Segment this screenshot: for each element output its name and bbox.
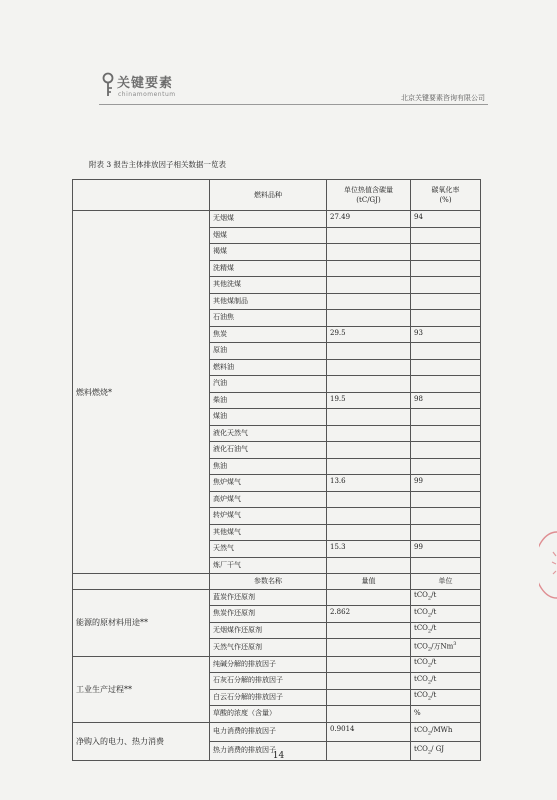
carbon-content-cell xyxy=(327,227,411,244)
unit-main: tCO xyxy=(414,642,428,651)
header-divider xyxy=(99,104,488,105)
table-row xyxy=(73,656,481,673)
unit-cell xyxy=(411,606,481,623)
unit-cell xyxy=(411,639,481,657)
fuel-name-cell: 炼厂干气 xyxy=(210,557,327,574)
fuel-name-cell: 其他煤制品 xyxy=(210,293,327,310)
table-row xyxy=(73,722,481,741)
unit-subscript: 2 xyxy=(427,646,432,653)
unit-rest: /t xyxy=(431,658,437,667)
fuel-name-cell: 无烟煤 xyxy=(210,211,327,228)
unit-cell xyxy=(411,589,481,606)
unit-rest: /t xyxy=(431,674,437,683)
unit-subscript: 2 xyxy=(427,729,432,736)
carbon-content-cell xyxy=(327,508,411,525)
param-name-cell: 草酸的浓度（含量） xyxy=(210,706,327,723)
fuel-name-cell: 焦炉煤气 xyxy=(210,475,327,492)
oxidation-rate-cell: 94 xyxy=(411,211,481,228)
param-value-cell xyxy=(327,656,411,673)
unit-subscript: 2 xyxy=(427,695,432,702)
unit-rest: /t xyxy=(431,624,437,633)
logo-brand-text: 关键要素 xyxy=(117,76,174,91)
carbon-content-cell xyxy=(327,343,411,360)
carbon-content-cell xyxy=(327,277,411,294)
header-carbon-line1: 单位热值含碳量 xyxy=(344,186,393,194)
carbon-content-cell: 19.5 xyxy=(327,392,411,409)
fuel-name-cell: 燃料油 xyxy=(210,359,327,376)
param-name-cell: 无烟煤作还原剂 xyxy=(210,622,327,639)
param-value-cell xyxy=(327,639,411,657)
fuel-name-cell: 褐煤 xyxy=(210,244,327,261)
param-value-cell: 0.9014 xyxy=(327,722,411,741)
fuel-name-cell: 转炉煤气 xyxy=(210,508,327,525)
unit-rest: /t xyxy=(431,691,437,700)
param-value-cell xyxy=(327,622,411,639)
oxidation-rate-cell xyxy=(411,442,481,459)
fuel-name-cell: 原油 xyxy=(210,343,327,360)
fuel-name-cell: 柴油 xyxy=(210,392,327,409)
purchased-energy-label: 净购入的电力、热力消费 xyxy=(73,722,210,760)
company-name: 北京关键要素咨询有限公司 xyxy=(401,94,485,102)
param-name-cell: 焦炭作还原剂 xyxy=(210,606,327,623)
param-header-empty-cell xyxy=(73,574,210,590)
carbon-content-cell xyxy=(327,244,411,261)
oxidation-rate-cell xyxy=(411,524,481,541)
oxidation-rate-cell xyxy=(411,244,481,261)
fuel-name-cell: 煤油 xyxy=(210,409,327,426)
fuel-name-cell: 洗精煤 xyxy=(210,260,327,277)
red-seal-stamp-edge xyxy=(539,530,557,600)
fuel-name-cell: 高炉煤气 xyxy=(210,491,327,508)
unit-main: tCO xyxy=(414,658,428,667)
carbon-content-cell xyxy=(327,557,411,574)
unit-rest: /t xyxy=(431,607,437,616)
table-row xyxy=(73,211,481,228)
oxidation-rate-cell xyxy=(411,376,481,393)
header-oxidation-line1: 碳氧化率 xyxy=(431,186,460,194)
fuel-name-cell: 石油焦 xyxy=(210,310,327,327)
table-header-row xyxy=(73,180,481,211)
header-oxidation-line2: (%) xyxy=(439,196,452,204)
param-header-row xyxy=(73,574,481,590)
fuel-name-cell: 天然气 xyxy=(210,541,327,558)
oxidation-rate-cell xyxy=(411,508,481,525)
unit-main: tCO xyxy=(414,691,428,700)
fuel-name-cell: 焦炭 xyxy=(210,326,327,343)
oxidation-rate-cell: 99 xyxy=(411,541,481,558)
param-value-cell xyxy=(327,673,411,690)
carbon-content-cell xyxy=(327,260,411,277)
unit-cell xyxy=(411,673,481,690)
header-carbon-content xyxy=(327,180,411,211)
key-logo-icon xyxy=(101,72,115,98)
oxidation-rate-cell xyxy=(411,557,481,574)
unit-main: tCO xyxy=(414,725,428,734)
param-name-cell: 电力消费的排放因子 xyxy=(210,722,327,741)
oxidation-rate-cell xyxy=(411,227,481,244)
unit-cell xyxy=(411,622,481,639)
param-value-cell xyxy=(327,589,411,606)
param-value-cell: 2.862 xyxy=(327,606,411,623)
carbon-content-cell xyxy=(327,376,411,393)
header-carbon-line2: (tC/GJ) xyxy=(356,196,381,204)
header-empty-cell xyxy=(73,180,210,211)
table-row xyxy=(73,589,481,606)
raw-material-label: 能源的原材料用途** xyxy=(73,589,210,656)
unit-main: tCO xyxy=(414,624,428,633)
fuel-name-cell: 汽油 xyxy=(210,376,327,393)
unit-main: tCO xyxy=(414,744,428,753)
carbon-content-cell: 13.6 xyxy=(327,475,411,492)
carbon-content-cell xyxy=(327,491,411,508)
oxidation-rate-cell xyxy=(411,310,481,327)
unit-subscript: 2 xyxy=(427,611,432,618)
param-header-unit: 单位 xyxy=(411,574,481,590)
industrial-process-label: 工业生产过程** xyxy=(73,656,210,722)
unit-rest: / GJ xyxy=(431,744,445,753)
fuel-combustion-label: 燃料燃烧* xyxy=(73,211,210,574)
oxidation-rate-cell: 99 xyxy=(411,475,481,492)
param-header-value: 量值 xyxy=(327,574,411,590)
fuel-name-cell: 烟煤 xyxy=(210,227,327,244)
oxidation-rate-cell xyxy=(411,491,481,508)
carbon-content-cell xyxy=(327,359,411,376)
oxidation-rate-cell xyxy=(411,359,481,376)
param-value-cell xyxy=(327,689,411,706)
param-header-name: 参数名称 xyxy=(210,574,327,590)
param-name-cell: 热力消费的排放因子 xyxy=(210,741,327,760)
unit-main: % xyxy=(414,709,421,718)
unit-superscript: 3 xyxy=(453,641,457,647)
carbon-content-cell: 27.49 xyxy=(327,211,411,228)
logo-sub-text: chinamomentum xyxy=(118,91,176,98)
header-fuel-type xyxy=(210,180,327,211)
carbon-content-cell xyxy=(327,293,411,310)
carbon-content-cell: 29.5 xyxy=(327,326,411,343)
param-name-cell: 白云石分解的排放因子 xyxy=(210,689,327,706)
table-caption: 附表 3 报告主体排放因子相关数据一览表 xyxy=(89,160,227,169)
param-name-cell: 天然气作还原剂 xyxy=(210,639,327,657)
unit-rest: /万Nm xyxy=(431,642,454,651)
param-name-cell: 石灰石分解的排放因子 xyxy=(210,673,327,690)
carbon-content-cell xyxy=(327,425,411,442)
unit-subscript: 2 xyxy=(427,662,432,669)
unit-cell xyxy=(411,706,481,723)
header-oxidation-rate xyxy=(411,180,481,211)
page-number: 14 xyxy=(272,751,285,761)
oxidation-rate-cell: 98 xyxy=(411,392,481,409)
unit-rest: /MWh xyxy=(431,725,453,734)
fuel-name-cell: 焦油 xyxy=(210,458,327,475)
param-value-cell xyxy=(327,706,411,723)
unit-cell xyxy=(411,689,481,706)
oxidation-rate-cell xyxy=(411,260,481,277)
carbon-content-cell xyxy=(327,524,411,541)
oxidation-rate-cell xyxy=(411,293,481,310)
unit-cell xyxy=(411,722,481,741)
carbon-content-cell xyxy=(327,409,411,426)
unit-main: tCO xyxy=(414,591,428,600)
header-fuel-type-text: 燃料品种 xyxy=(254,191,282,199)
carbon-content-cell: 15.3 xyxy=(327,541,411,558)
fuel-name-cell: 液化天然气 xyxy=(210,425,327,442)
fuel-name-cell: 液化石油气 xyxy=(210,442,327,459)
oxidation-rate-cell xyxy=(411,458,481,475)
company-logo xyxy=(101,72,221,102)
carbon-content-cell xyxy=(327,458,411,475)
carbon-content-cell xyxy=(327,442,411,459)
carbon-content-cell xyxy=(327,310,411,327)
fuel-name-cell: 其他煤气 xyxy=(210,524,327,541)
unit-main: tCO xyxy=(414,674,428,683)
oxidation-rate-cell xyxy=(411,277,481,294)
param-name-cell: 蓝炭作还原剂 xyxy=(210,589,327,606)
unit-main: tCO xyxy=(414,607,428,616)
emission-factor-table xyxy=(72,179,481,761)
unit-subscript: 2 xyxy=(427,595,432,602)
oxidation-rate-cell: 93 xyxy=(411,326,481,343)
unit-subscript: 2 xyxy=(427,679,432,686)
oxidation-rate-cell xyxy=(411,425,481,442)
unit-subscript: 2 xyxy=(427,748,432,755)
oxidation-rate-cell xyxy=(411,343,481,360)
unit-subscript: 2 xyxy=(427,628,432,635)
param-name-cell: 纯碱分解的排放因子 xyxy=(210,656,327,673)
oxidation-rate-cell xyxy=(411,409,481,426)
fuel-name-cell: 其他洗煤 xyxy=(210,277,327,294)
unit-rest: /t xyxy=(431,591,437,600)
unit-cell xyxy=(411,656,481,673)
